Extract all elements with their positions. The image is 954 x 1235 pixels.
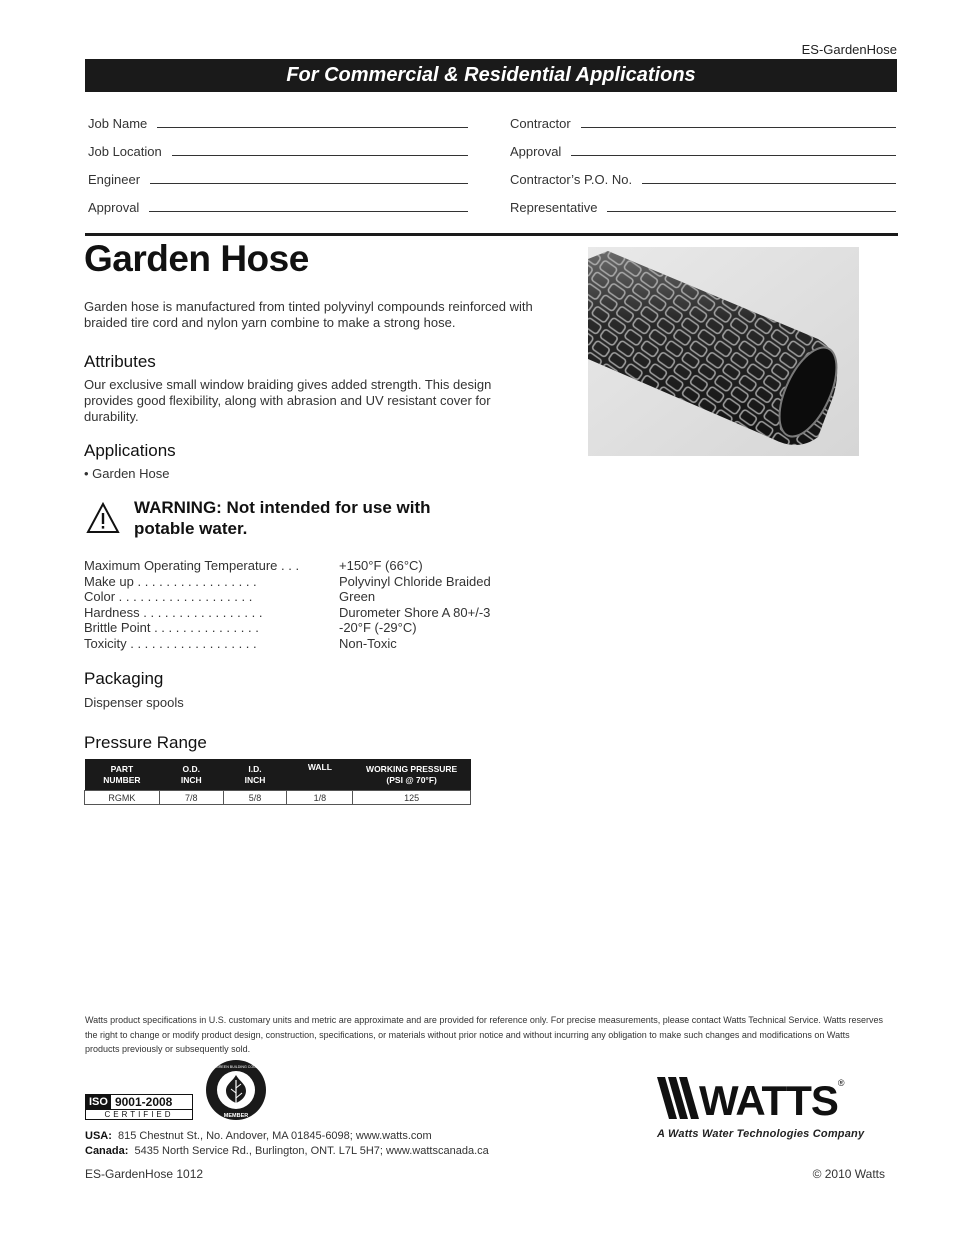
packaging-heading: Packaging bbox=[84, 669, 164, 688]
table-row bbox=[85, 791, 471, 805]
column-header: PART NUMBER bbox=[85, 759, 160, 791]
warning-text: WARNING: Not intended for use with potable water. bbox=[134, 498, 431, 538]
packaging-text: Dispenser spools bbox=[84, 695, 184, 710]
spec-value: Green bbox=[339, 589, 376, 605]
field-label: Approval bbox=[88, 200, 140, 215]
spec-label: Hardness . . . . . . . . . . . . . . . . . bbox=[84, 604, 263, 620]
applications-heading: Applications bbox=[84, 441, 176, 460]
spec-value: -20°F (-29°C) bbox=[339, 620, 417, 636]
footer-doc-code: ES-GardenHose 1012 bbox=[85, 1167, 204, 1181]
spec-label: Color . . . . . . . . . . . . . . . . . . . bbox=[84, 589, 253, 605]
attributes-heading: Attributes bbox=[84, 352, 156, 371]
spec-label: Make up . . . . . . . . . . . . . . . . . bbox=[84, 573, 257, 589]
field-representative[interactable] bbox=[510, 197, 896, 215]
spec-value: Durometer Shore A 80+/-3 bbox=[339, 604, 491, 620]
spec-list bbox=[84, 558, 544, 652]
registered-mark: ® bbox=[837, 1078, 845, 1088]
table-cell: 125 bbox=[353, 791, 471, 805]
table-cell: RGMK bbox=[85, 791, 160, 805]
usgbc-member-seal bbox=[204, 1058, 268, 1122]
job-info-right bbox=[510, 113, 896, 215]
copyright: © 2010 Watts bbox=[812, 1167, 885, 1181]
brand-name: WATTS bbox=[699, 1077, 838, 1124]
field-approval-right[interactable] bbox=[510, 141, 896, 159]
banner: For Commercial & Residential Applications bbox=[85, 59, 897, 92]
svg-text:MEMBER: MEMBER bbox=[223, 1113, 249, 1119]
application-item: Garden Hose bbox=[92, 466, 170, 481]
spec-row bbox=[84, 558, 544, 574]
column-header: WALL bbox=[287, 759, 353, 791]
field-engineer[interactable] bbox=[88, 169, 468, 187]
page-title: Garden Hose bbox=[84, 238, 309, 279]
table-cell: 1/8 bbox=[287, 791, 353, 805]
field-label: Engineer bbox=[88, 172, 141, 187]
table-cell: 7/8 bbox=[159, 791, 223, 805]
field-label: Contractor’s P.O. No. bbox=[510, 172, 633, 187]
svg-text:U.S. GREEN BUILDING COUNCIL: U.S. GREEN BUILDING COUNCIL bbox=[208, 1065, 264, 1069]
table-cell: 5/8 bbox=[223, 791, 287, 805]
product-description: Garden hose is manufactured from tinted polyvinyl compounds reinforced with braided tire cord and nylon yarn combine to make a strong hose. bbox=[84, 299, 533, 330]
field-label: Representative bbox=[510, 200, 598, 215]
spec-value: +150°F (66°C) bbox=[339, 558, 423, 573]
address-canada: Canada: 5435 North Service Rd., Burlington, ONT. L7L 5H7; www.wattscanada.ca bbox=[85, 1145, 489, 1157]
field-label: Job Name bbox=[88, 116, 148, 131]
pressure-table bbox=[84, 759, 471, 805]
field-line bbox=[642, 183, 896, 184]
applications-list: • Garden Hose bbox=[84, 466, 170, 481]
field-line bbox=[581, 127, 896, 128]
field-line bbox=[607, 211, 896, 212]
spec-label: Toxicity . . . . . . . . . . . . . . . . . . bbox=[84, 635, 257, 651]
field-approval[interactable] bbox=[88, 197, 468, 215]
job-info-left bbox=[88, 113, 468, 215]
brand-tagline: A Watts Water Technologies Company bbox=[657, 1128, 865, 1140]
field-label: Contractor bbox=[510, 116, 571, 131]
spec-row bbox=[84, 574, 544, 590]
spec-label: Brittle Point . . . . . . . . . . . . . . . bbox=[84, 620, 259, 636]
field-job-location[interactable] bbox=[88, 141, 468, 159]
field-job-name[interactable] bbox=[88, 113, 468, 131]
spec-label: Maximum Operating Temperature . . . bbox=[84, 558, 300, 573]
disclaimer: Watts product specifications in U.S. customary units and metric are approximate and are provided for reference only. For precise measurements, please contact Watts Technical Service. Watts reserves the right to change or modify product design, construction, specifications, or materials without prior notice and without incurring any obligation to make such changes and modifications on Watts products previously or subsequently sold. bbox=[85, 1015, 884, 1055]
column-header: WORKING PRESSURE (PSI @ 70°F) bbox=[353, 759, 471, 791]
column-header: I.D. INCH bbox=[223, 759, 287, 791]
field-line bbox=[172, 155, 468, 156]
field-line bbox=[150, 183, 468, 184]
field-line bbox=[157, 127, 468, 128]
spec-value: Non-Toxic bbox=[339, 635, 397, 651]
spec-value: Polyvinyl Chloride Braided bbox=[339, 573, 491, 589]
section-divider bbox=[85, 233, 898, 236]
garden-hose-image bbox=[588, 247, 859, 456]
column-header: O.D. INCH bbox=[159, 759, 223, 791]
address-usa: USA: 815 Chestnut St., No. Andover, MA 01845-6098; www.watts.com bbox=[85, 1130, 432, 1142]
table-header-row bbox=[85, 759, 471, 791]
iso-logo: ISO 9001-2008 CERTIFIED bbox=[85, 1094, 193, 1119]
field-line bbox=[571, 155, 896, 156]
document-code: ES-GardenHose bbox=[801, 42, 897, 57]
field-label: Approval bbox=[510, 144, 562, 159]
spec-row bbox=[84, 620, 544, 636]
field-contractor-po[interactable] bbox=[510, 169, 896, 187]
spec-row bbox=[84, 636, 544, 652]
spec-row bbox=[84, 605, 544, 621]
field-line bbox=[149, 211, 468, 212]
pressure-heading: Pressure Range bbox=[84, 733, 207, 752]
warning-icon bbox=[86, 502, 120, 534]
watts-logo bbox=[657, 1075, 897, 1140]
attributes-text: Our exclusive small window braiding gives added strength. This design provides good flexibility, along with abrasion and UV resistant cover for durability. bbox=[84, 377, 492, 424]
spec-row bbox=[84, 589, 544, 605]
field-label: Job Location bbox=[88, 144, 162, 159]
field-contractor[interactable] bbox=[510, 113, 896, 131]
